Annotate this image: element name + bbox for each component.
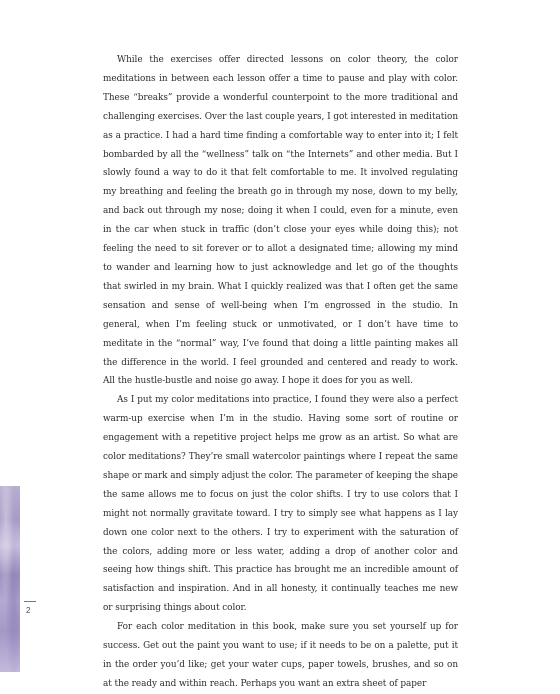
page-number: 2	[26, 606, 31, 615]
body-text	[103, 51, 458, 694]
paragraph: While the exercises offer directed lessons on color theory, the color meditations in between each lesson offer a time to pause and play with color. These “breaks” provide a wonderful counterpoint to the more traditional and challenging exercises. Over the last couple years, I got interested in meditation as a practice. I had a hard time finding a comfortable way to enter into it; I felt bombarded by all the “wellness” talk on “the Internets” and other media. But I slowly found a way to do it that felt comfortable to me. It involved regulating my breathing and feeling the breath go in through my nose, down to my belly, and back out through my nose; doing it when I could, even for a minute, even in the car when stuck in traffic (don’t close your eyes while doing this); not feeling the need to sit forever or to allot a designated time; allowing my mind to wander and learning how to just acknowledge and let go of the thoughts that swirled in my brain. What I quickly realized was that I often get the same sensation and sense of well-being when I’m engrossed in the studio. In general, when I’m feeling stuck or unmotivated, or I don’t have time to meditate in the “normal” way, I’ve found that doing a little painting makes all the difference in the world. I feel grounded and centered and ready to work. All the hustle-bustle and noise go away. I hope it does for you as well.	[103, 55, 458, 387]
paragraph: As I put my color meditations into practice, I found they were also a perfect warm-up exercise when I’m in the studio. Having some sort of routine or engagement with a repetitive project helps me grow as an artist. So what are color meditations? They’re small watercolor paintings where I repeat the same shape or mark and simply adjust the color. The parameter of keeping the shape the same allows me to focus on just the color shifts. I try to use colors that I might not normally gravitate toward. I try to simply see what happens as I lay down one color next to the others. I try to experiment with the saturation of the colors, adding more or less water, adding a drop of another color and seeing how things shift. This practice has brought me an incredible amount of satisfaction and inspiration. And in all honesty, it continually teaches me new or surprising things about color.	[103, 395, 458, 614]
page-number-rule	[24, 601, 36, 602]
paragraph: For each color meditation in this book, make sure you set yourself up for success. Get out the paint you want to use; if it needs to be on a palette, put it in the order you’d like; get your water cups, paper towels, brushes, and so on at the ready and within reach. Perhaps you want an extra sheet of paper	[103, 622, 458, 689]
watercolor-swatch-image	[0, 486, 20, 672]
